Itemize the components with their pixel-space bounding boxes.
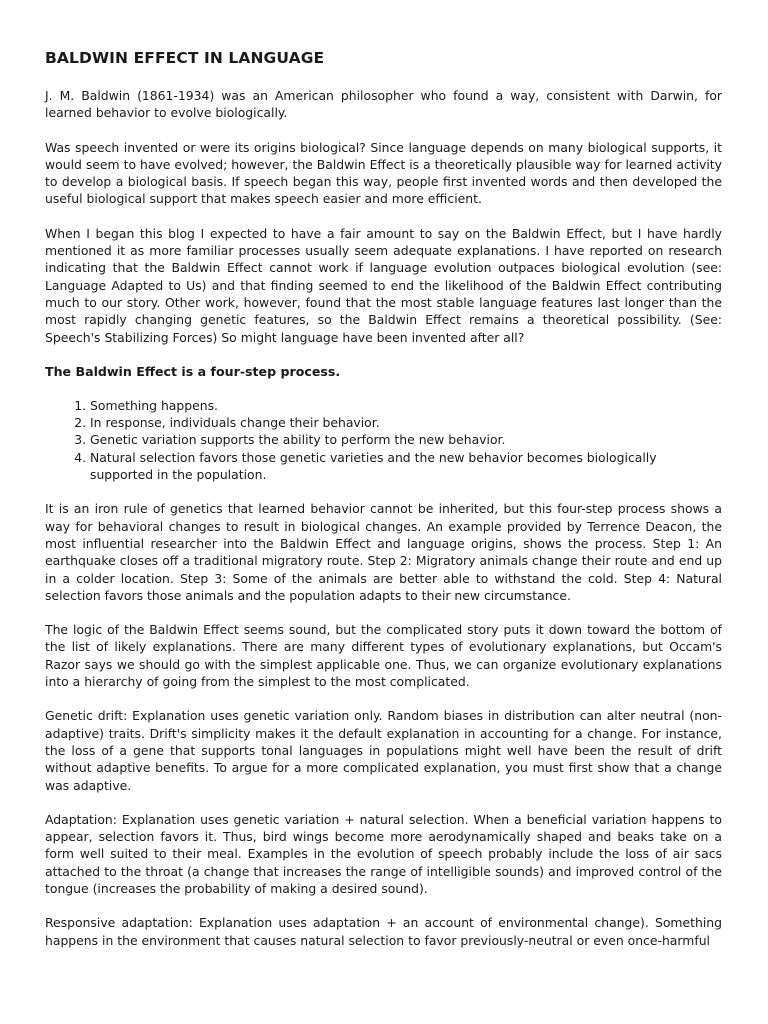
list-item: 4. Natural selection favors those genetic varieties and the new behavior becomes biologically supported in the population. <box>90 449 722 484</box>
body-paragraph-responsive-adaptation: Responsive adaptation: Explanation uses adaptation + an account of environmental change). Something happens in the environment that causes natural selection to favor previously-neutral or even once-harmful <box>45 915 722 948</box>
body-paragraph-iron-rule: It is an iron rule of genetics that learned behavior cannot be inherited, but this four-step process shows a way for behavioral changes to result in biological changes. An example provided by Terrence Deacon, the most influential researcher into the Baldwin Effect and language origins, shows the process. Step 1: An earthquake closes off a traditional migratory route. Step 2: Migratory animals change their route and end up in a colder location. Step 3: Some of the animals are better able to withstand the cold. Step 4: Natural selection favors those animals and the population adapts to their new circumstance. <box>45 501 722 603</box>
body-paragraph-adaptation: Adaptation: Explanation uses genetic variation + natural selection. When a beneficial variation happens to appear, selection favors it. Thus, bird wings become more aerodynamically shaped and beaks take on a form well suited to their meal. Examples in the evolution of speech probably include the loss of air sacs attached to the throat (a change that increases the range of intelligible sounds) and improved control of the tongue (increases the probability of making a desired sound). <box>45 811 722 896</box>
page-title: BALDWIN EFFECT IN LANGUAGE <box>45 49 325 67</box>
body-paragraph-genetic-drift: Genetic drift: Explanation uses genetic variation only. Random biases in distribution can alter neutral (non-adaptive) traits. Drift's simplicity makes it the default explanation in accounting for a change. For instance, the loss of a gene that supports tonal languages in populations might well have been the result of drift without adaptive benefits. To argue for a more complicated explanation, you must first show that a change was adaptive. <box>45 708 722 793</box>
intro-paragraph-2: Was speech invented or were its origins biological? Since language depends on many biological supports, it would seem to have evolved; however, the Baldwin Effect is a theoretically plausible way for learned activity to develop a biological basis. If speech began this way, people first invented words and then developed the useful biological support that makes speech easier and more efficient. <box>45 139 722 207</box>
steps-list <box>45 397 722 483</box>
list-item: 1. Something happens. <box>90 397 722 414</box>
list-item: 2. In response, individuals change their behavior. <box>90 414 722 431</box>
body-paragraph-logic: The logic of the Baldwin Effect seems sound, but the complicated story puts it down toward the bottom of the list of likely explanations. There are many different types of evolutionary explanations, but Occam's Razor says we should go with the simplest applicable one. Thus, we can organize evolutionary explanations into a hierarchy of going from the simplest to the most complicated. <box>45 622 722 690</box>
section-subheading: The Baldwin Effect is a four-step process. <box>45 363 341 379</box>
intro-paragraph-3: When I began this blog I expected to have a fair amount to say on the Baldwin Effect, but I have hardly mentioned it as more familiar processes usually seem adequate explanations. I have reported on research indicating that the Baldwin Effect cannot work if language evolution outpaces biological evolution (see: Language Adapted to Us) and that finding seemed to end the likelihood of the Baldwin Effect contributing much to our story. Other work, however, found that the most stable language features last longer than the most rapidly changing genetic features, so the Baldwin Effect remains a theoretical possibility. (See: Speech's Stabilizing Forces) So might language have been invented after all? <box>45 225 722 345</box>
intro-paragraph-1: J. M. Baldwin (1861-1934) was an American philosopher who found a way, consistent with Darwin, for learned behavior to evolve biologically. <box>45 88 722 121</box>
list-item: 3. Genetic variation supports the ability to perform the new behavior. <box>90 431 722 448</box>
